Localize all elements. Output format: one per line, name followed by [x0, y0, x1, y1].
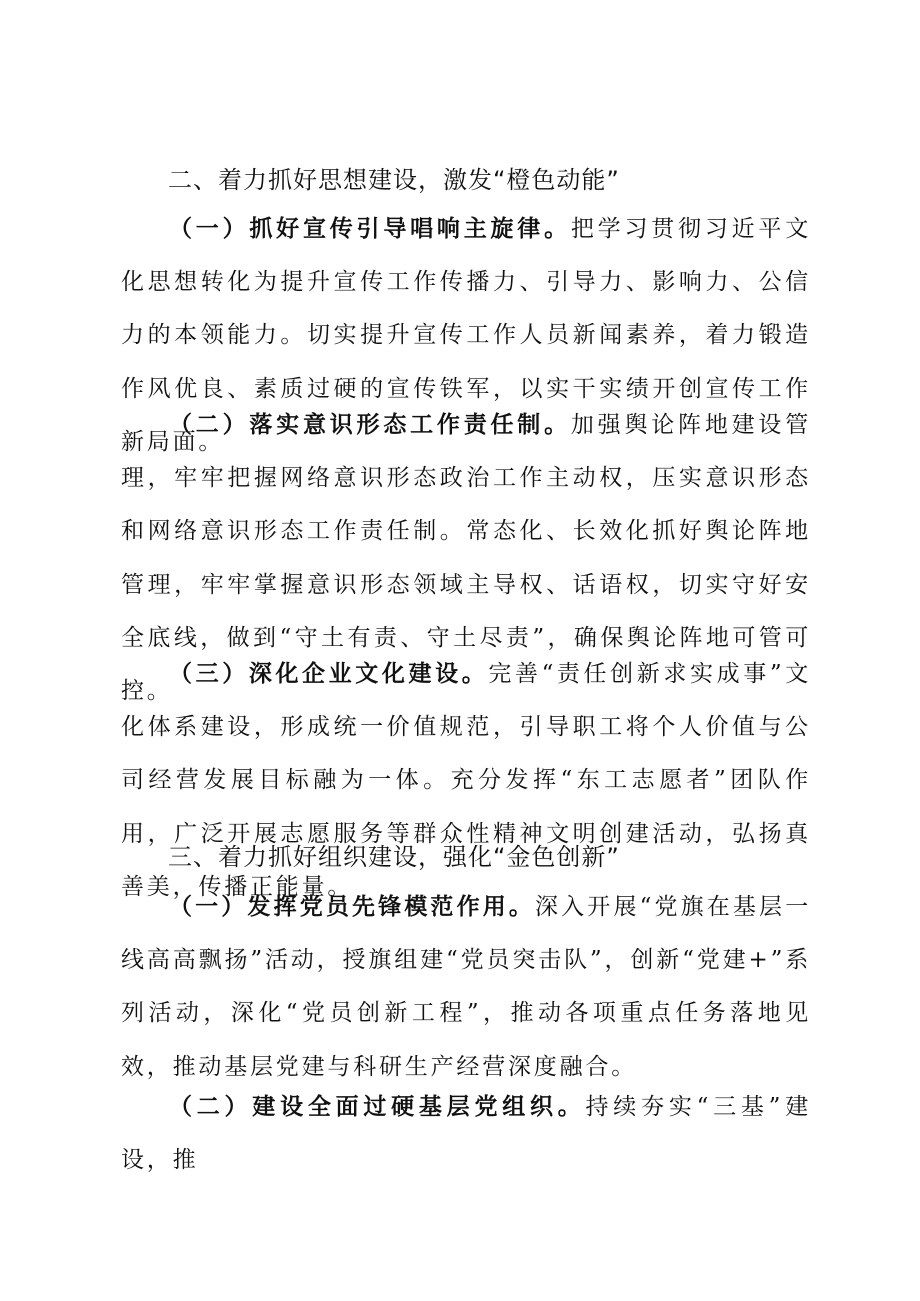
paragraph-lead: （二）建设全面过硬基层党组织。: [169, 1093, 586, 1120]
paragraph-party-members: [121, 880, 811, 1094]
paragraph-body: 深入开展“党旗在基层一线高高飘扬”活动，授旗组建“党员突击队”，创新“党建+”系列活动，深化“党员创新工程”，推动各项重点任务落地见效，推动基层党建与科研生产经营深度融合。: [121, 894, 812, 1080]
section-heading-organization: 三、着力抓好组织建设，强化“金色创新”: [168, 843, 620, 871]
section-heading-ideology: 二、着力抓好思想建设，激发“橙色动能”: [168, 166, 620, 194]
paragraph-lead: （三）深化企业文化建设。: [169, 660, 489, 687]
paragraph-lead: （一）抓好宣传引导唱响主旋律。: [169, 215, 571, 242]
paragraph-body: 持续夯实“三基”建设，推: [121, 1094, 811, 1174]
paragraph-body: 把学习贯彻习近平文化思想转化为提升宣传工作传播力、引导力、影响力、公信力的本领能力。切实提升宣传工作人员新闻素养，着力锻造作风优良、素质过硬的宣传铁军，以实干实绩开创宣传工作新局面。: [121, 216, 812, 455]
paragraph-body: 完善“责任创新求实成事”文化体系建设，形成统一价值规范，引导职工将个人价值与公司经营发展目标融为一体。充分发挥“东工志愿者”团队作用，广泛开展志愿服务等群众性精神文明创建活动，弘扬真善美，传播正能量。: [121, 661, 811, 900]
paragraph-lead: （二）落实意识形态工作责任制。: [169, 411, 571, 438]
paragraph-body: 加强舆论阵地建设管理，牢牢把握网络意识形态政治工作主动权，压实意识形态和网络意识形态工作责任制。常态化、长效化抓好舆论阵地管理，牢牢掌握意识形态领域主导权、话语权，切实守好安全底线，做到“守土有责、守土尽责”，确保舆论阵地可管可控。: [121, 412, 812, 705]
paragraph-lead: （一）发挥党员先锋模范作用。: [169, 893, 536, 920]
paragraph-corporate-culture: [121, 647, 811, 914]
paragraph-grassroots: [121, 1080, 811, 1187]
